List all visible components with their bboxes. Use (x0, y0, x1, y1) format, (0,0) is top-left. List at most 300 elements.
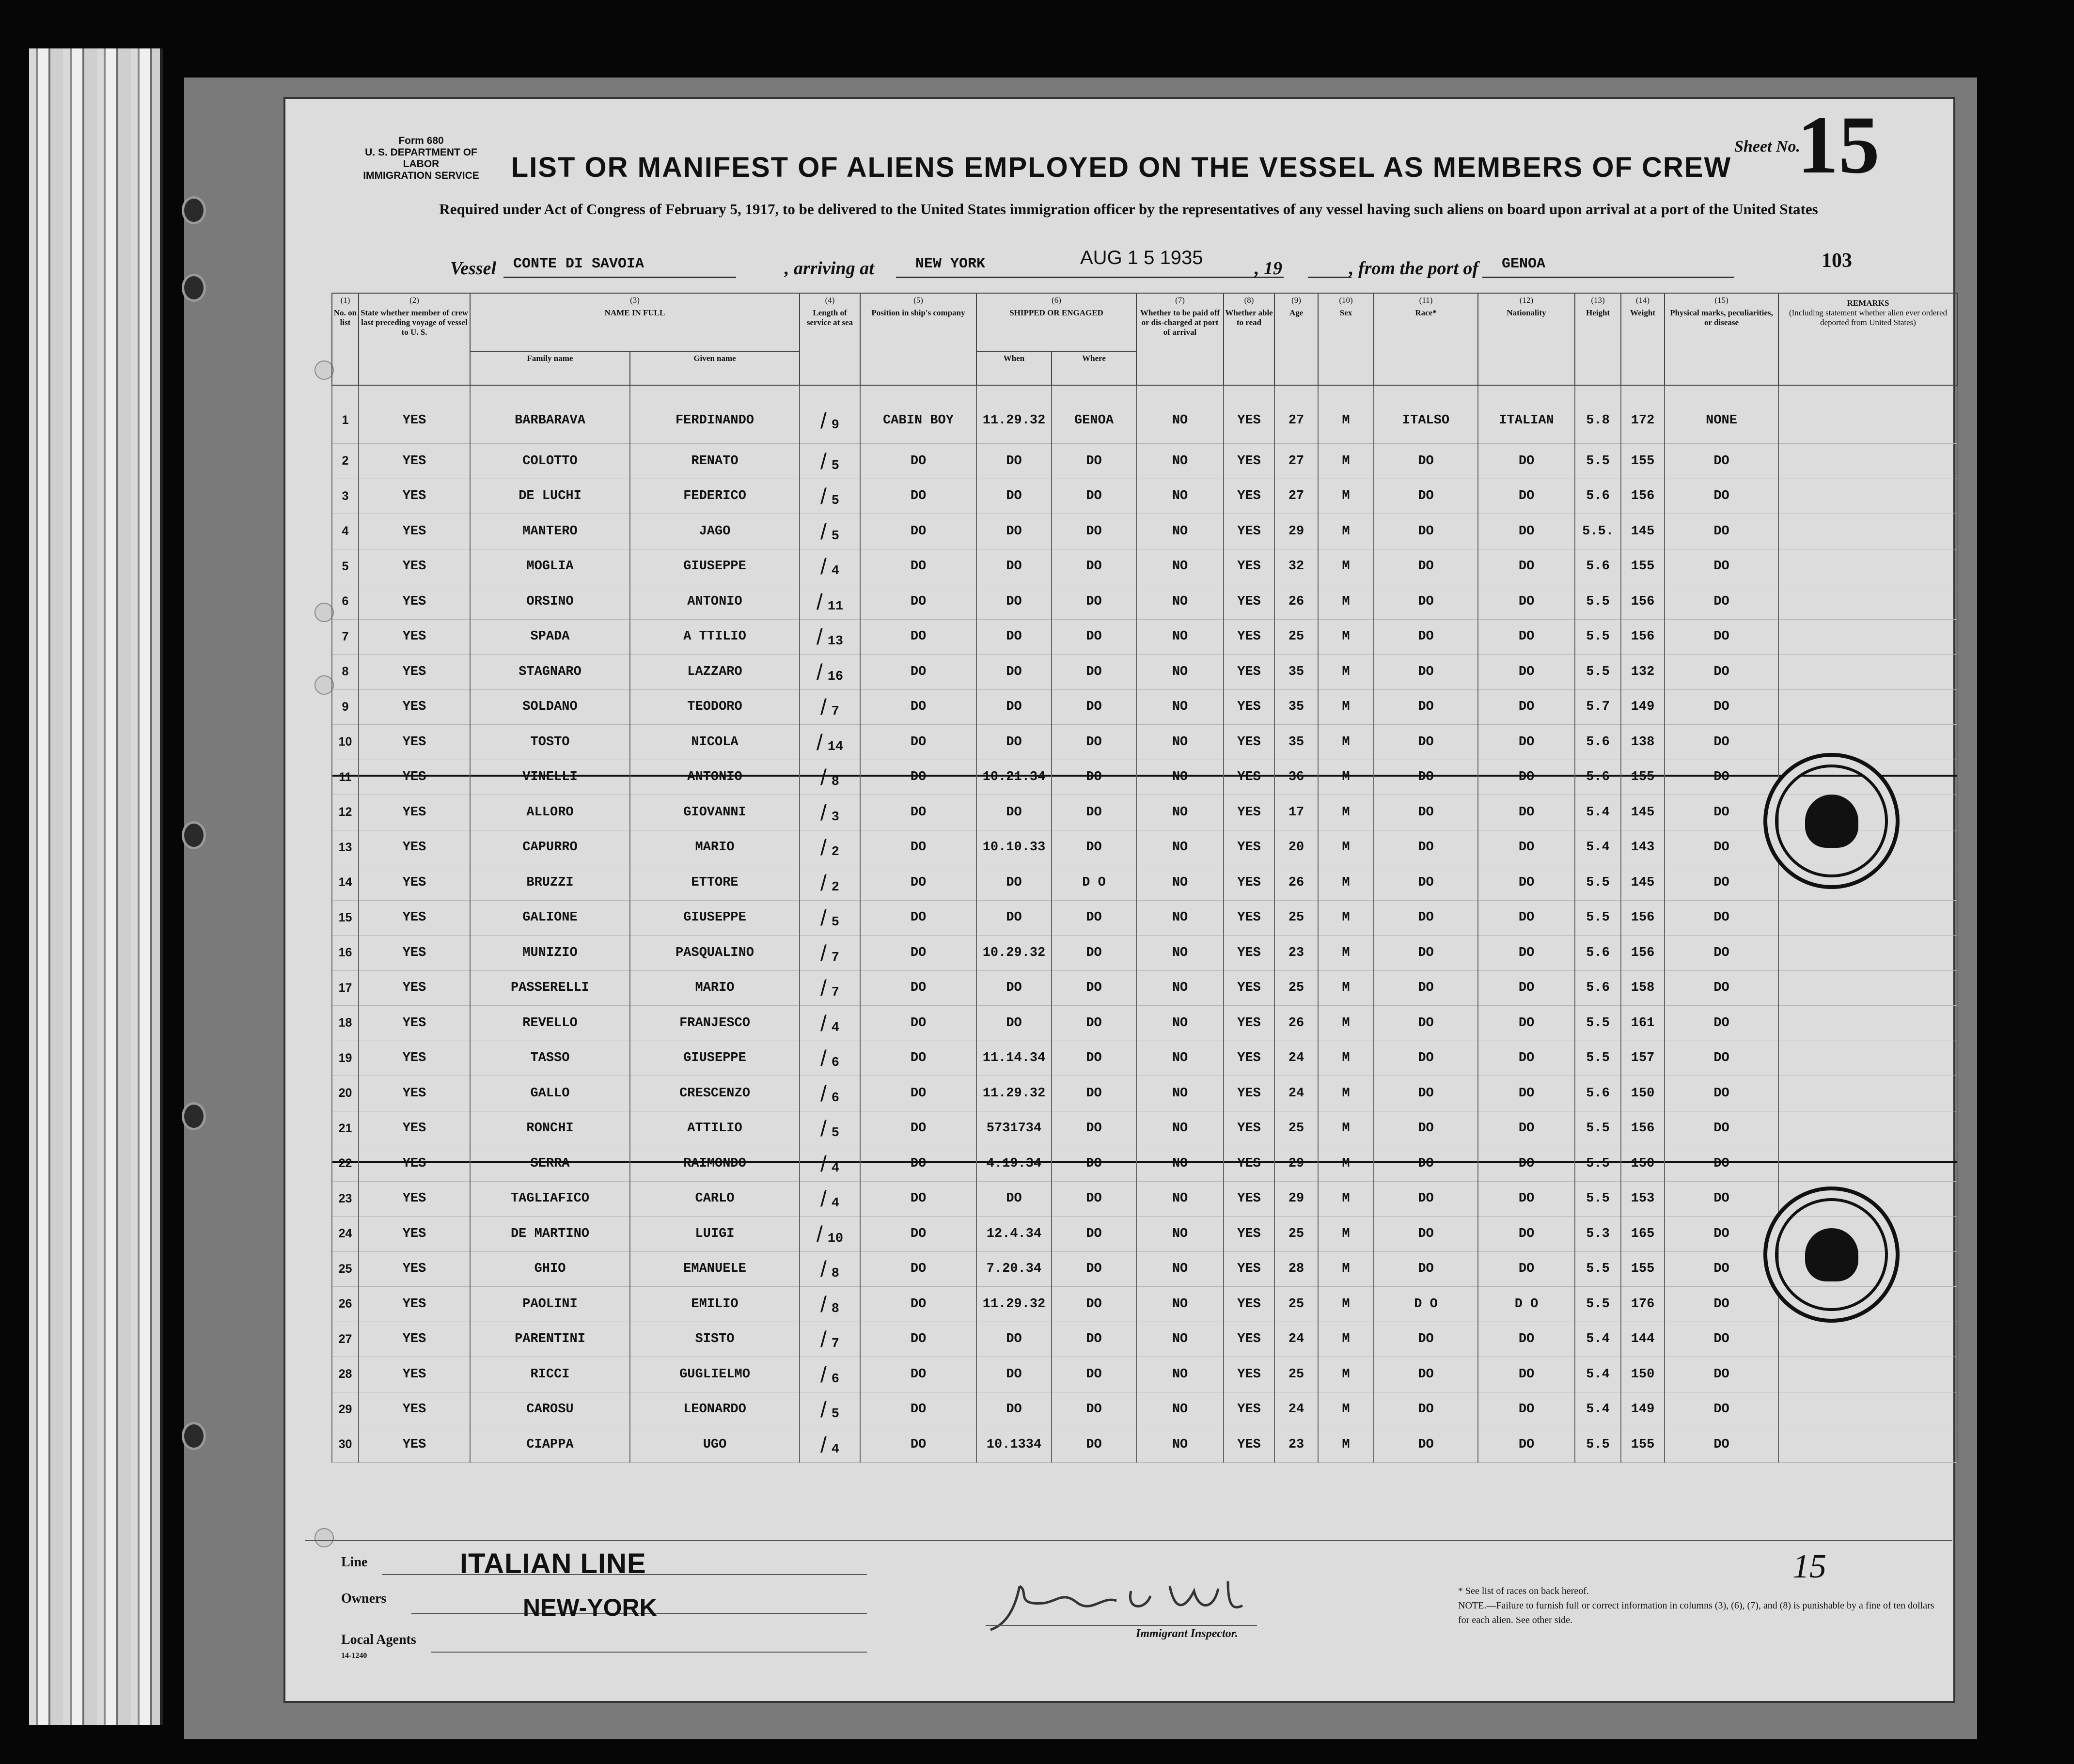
cell-shipped-when (976, 1217, 1052, 1252)
cell-prior-voyage (359, 479, 470, 514)
cell-nationality (1478, 385, 1575, 444)
cell-value: 155 (1631, 1437, 1655, 1452)
cell-position (860, 1041, 976, 1076)
cell-value: 25 (1288, 910, 1304, 925)
cell-value: 26 (338, 1297, 352, 1311)
cell-height (1575, 619, 1621, 655)
cell-value: YES (1237, 489, 1261, 504)
col-header-physical-marks: (15) Physical marks, peculiarities, or disease (1665, 293, 1778, 385)
cell-value: YES (1237, 734, 1261, 749)
cell-value: NO (1172, 1262, 1188, 1277)
cell-position (860, 865, 976, 901)
cell-shipped-when (976, 970, 1052, 1006)
cell-race (1374, 689, 1478, 725)
cell-row-number (332, 619, 359, 655)
cell-given-name (630, 1392, 800, 1427)
crew-row (332, 619, 1958, 655)
cell-value: 7 (831, 704, 839, 719)
cell-value: 23 (338, 1191, 352, 1205)
cell-able-to-read (1224, 444, 1274, 479)
cell-value: YES (402, 1156, 426, 1171)
cell-value: 22 (338, 1156, 352, 1171)
cell-value: DO (910, 1086, 927, 1101)
cell-value: DO (1713, 805, 1729, 820)
cell-physical-marks (1665, 514, 1778, 549)
cell-position (860, 689, 976, 725)
tick-mark: / (820, 870, 827, 895)
cell-value: DO (1713, 1121, 1729, 1136)
cell-value: 149 (1631, 1402, 1655, 1417)
cell-nationality (1478, 936, 1575, 971)
cell-service-length (800, 479, 860, 514)
cell-value: NO (1172, 1051, 1188, 1066)
department-name: U. S. DEPARTMENT OF LABOR (365, 147, 477, 170)
cell-height (1575, 689, 1621, 725)
cell-position (860, 1251, 976, 1287)
cell-weight (1621, 1076, 1665, 1111)
cell-value: ANTONIO (687, 594, 742, 609)
cell-value: 176 (1631, 1296, 1655, 1311)
cell-age (1274, 549, 1318, 584)
cell-value: YES (1237, 910, 1261, 925)
cell-value: DO (910, 1015, 927, 1030)
cell-height (1575, 760, 1621, 795)
cell-able-to-read (1224, 584, 1274, 620)
cell-value: YES (1237, 1226, 1261, 1241)
cell-position (860, 549, 976, 584)
arrival-date-stamp: AUG 1 5 1935 (1080, 247, 1203, 268)
cell-value: DO (1086, 1226, 1102, 1241)
cell-value: 3 (831, 810, 839, 825)
cell-value: ALLORO (526, 805, 574, 820)
cell-value: DO (1086, 1332, 1102, 1347)
cell-value: DO (1086, 805, 1102, 820)
cell-value: 24 (1288, 1332, 1304, 1347)
cell-given-name (630, 619, 800, 655)
cell-nationality (1478, 970, 1575, 1006)
col-header-remarks: REMARKS (Including statement whether alien ever ordered deported from United States) (1778, 293, 1958, 385)
cell-value: M (1342, 1121, 1350, 1136)
cell-service-length (800, 1322, 860, 1357)
tick-mark: / (820, 940, 827, 966)
cell-value: UGO (703, 1437, 727, 1452)
cell-value: DO (1418, 1015, 1434, 1030)
cell-value: YES (402, 524, 426, 539)
tick-mark: / (820, 835, 827, 860)
cell-value: 24 (1288, 1402, 1304, 1417)
cell-family-name (470, 830, 630, 865)
signature-underline (986, 1625, 1257, 1626)
cell-value: TOSTO (530, 734, 570, 749)
cell-value: 5.5 (1586, 1296, 1610, 1311)
cell-race (1374, 1076, 1478, 1111)
binder-edge (29, 48, 163, 1725)
cell-value: YES (1237, 805, 1261, 820)
cell-value: YES (402, 489, 426, 504)
cell-value: 143 (1631, 840, 1655, 855)
cell-value: DO (1006, 1015, 1022, 1030)
cell-value: M (1342, 664, 1350, 679)
cell-value: 5.6 (1586, 734, 1610, 749)
cell-paid-off (1136, 1181, 1224, 1217)
cell-value: NO (1172, 1332, 1188, 1347)
cell-able-to-read (1224, 479, 1274, 514)
cell-race (1374, 830, 1478, 865)
tick-mark: / (816, 1221, 823, 1247)
cell-value: NO (1172, 594, 1188, 609)
cell-weight (1621, 936, 1665, 971)
cell-value: M (1342, 1015, 1350, 1030)
cell-nationality (1478, 1427, 1575, 1463)
cell-service-length (800, 1357, 860, 1392)
cell-value: 5.5 (1586, 875, 1610, 890)
cell-value: DO (1418, 734, 1434, 749)
cell-value: M (1342, 1332, 1350, 1347)
cell-value: DO (1713, 910, 1729, 925)
tick-mark: / (820, 694, 827, 720)
cell-value: YES (402, 875, 426, 890)
cell-value: 156 (1631, 1121, 1655, 1136)
cell-value: DO (910, 559, 927, 574)
cell-value: 27 (1288, 413, 1304, 428)
cell-shipped-where (1052, 1251, 1136, 1287)
cell-value: DO (1086, 489, 1102, 504)
cell-position (860, 725, 976, 760)
cell-prior-voyage (359, 549, 470, 584)
cell-value: DO (1713, 1191, 1729, 1206)
col-header-position: (5) Position in ship's company (860, 293, 976, 385)
cell-race (1374, 725, 1478, 760)
cell-value: 10.21.34 (982, 770, 1046, 785)
cell-height (1575, 1427, 1621, 1463)
cell-value: DO (910, 770, 927, 785)
cell-value: DO (1713, 770, 1729, 785)
eagle-emblem (1805, 1228, 1858, 1281)
cell-value: 2 (831, 880, 839, 895)
cell-given-name (630, 1181, 800, 1217)
cell-given-name (630, 795, 800, 830)
cell-value: DO (1518, 1332, 1535, 1347)
cell-shipped-when (976, 1146, 1052, 1182)
cell-weight (1621, 385, 1665, 444)
cell-value: DO (1713, 453, 1729, 468)
cell-shipped-when (976, 1076, 1052, 1111)
cell-value: 5.4 (1586, 1402, 1610, 1417)
cell-value: DO (1086, 1156, 1102, 1171)
cell-physical-marks (1665, 385, 1778, 444)
cell-sex (1318, 385, 1374, 444)
cell-value: YES (402, 700, 426, 715)
cell-shipped-where (1052, 1427, 1136, 1463)
punch-hole (314, 360, 334, 380)
cell-able-to-read (1224, 689, 1274, 725)
cell-shipped-where (1052, 479, 1136, 514)
cell-given-name (630, 1146, 800, 1182)
table-body (332, 385, 1958, 1462)
cell-value: YES (1237, 664, 1261, 679)
cell-value: M (1342, 1296, 1350, 1311)
cell-value: 1 (342, 413, 349, 427)
cell-age (1274, 936, 1318, 971)
cell-value: DO (1086, 524, 1102, 539)
cell-shipped-where (1052, 1357, 1136, 1392)
cell-given-name (630, 1357, 800, 1392)
cell-row-number (332, 1181, 359, 1217)
cell-prior-voyage (359, 1357, 470, 1392)
cell-race (1374, 479, 1478, 514)
cell-shipped-when (976, 795, 1052, 830)
cell-given-name (630, 970, 800, 1006)
cell-physical-marks (1665, 795, 1778, 830)
cell-value: DO (1418, 840, 1434, 855)
cell-value: 5.5 (1586, 1015, 1610, 1030)
cell-value: 5.5 (1586, 1437, 1610, 1452)
cell-family-name (470, 1181, 630, 1217)
cell-sex (1318, 1357, 1374, 1392)
cell-value: DO (1006, 524, 1022, 539)
cell-value: YES (1237, 1262, 1261, 1277)
cell-remarks (1778, 1357, 1958, 1392)
cell-family-name (470, 1251, 630, 1287)
crew-row (332, 385, 1958, 444)
handwritten-number: 15 (1792, 1548, 1826, 1585)
cell-value: MARIO (695, 840, 735, 855)
cell-row-number (332, 1392, 359, 1427)
cell-value: 5 (831, 529, 839, 544)
cell-value: 18 (338, 1016, 352, 1030)
cell-weight (1621, 689, 1665, 725)
cell-value: SPADA (530, 629, 570, 644)
cell-height (1575, 385, 1621, 444)
cell-value: MOGLIA (526, 559, 574, 574)
cell-weight (1621, 1217, 1665, 1252)
cell-value: 156 (1631, 945, 1655, 960)
cell-shipped-when (976, 1322, 1052, 1357)
cell-value: DO (910, 1051, 927, 1066)
cell-row-number (332, 1357, 359, 1392)
col-header-height: (13) Height (1575, 293, 1621, 385)
cell-age (1274, 619, 1318, 655)
cell-family-name (470, 1217, 630, 1252)
cell-value: 35 (1288, 734, 1304, 749)
cell-sex (1318, 1181, 1374, 1217)
cell-value: DO (1518, 1402, 1535, 1417)
from-port-label: , from the port of (1349, 258, 1479, 279)
cell-value: DO (1418, 700, 1434, 715)
cell-given-name (630, 655, 800, 690)
cell-position (860, 1357, 976, 1392)
cell-value: YES (402, 770, 426, 785)
line-company-stamp: ITALIAN LINE (460, 1548, 646, 1579)
cell-value: M (1342, 1191, 1350, 1206)
cell-race (1374, 655, 1478, 690)
cell-value: M (1342, 770, 1350, 785)
cell-sex (1318, 444, 1374, 479)
cell-prior-voyage (359, 795, 470, 830)
cell-value: 5.5 (1586, 1121, 1610, 1136)
cell-value: 5.6 (1586, 559, 1610, 574)
cell-service-length (800, 444, 860, 479)
cell-value: DO (1006, 453, 1022, 468)
cell-family-name (470, 479, 630, 514)
cell-paid-off (1136, 444, 1224, 479)
agents-form-code: 14-1240 (341, 1652, 367, 1660)
cell-value: 10.29.32 (982, 945, 1046, 960)
cell-value: 11.29.32 (982, 1086, 1046, 1101)
arrival-port: NEW YORK (915, 256, 986, 272)
cell-row-number (332, 1287, 359, 1322)
cell-value: DO (1006, 875, 1022, 890)
cell-value: YES (402, 664, 426, 679)
cell-service-length (800, 1111, 860, 1146)
cell-value: YES (1237, 945, 1261, 960)
cell-weight (1621, 655, 1665, 690)
cell-value: NICOLA (691, 734, 738, 749)
cell-value: EMILIO (691, 1296, 738, 1311)
cell-value: M (1342, 981, 1350, 996)
cell-value: NO (1172, 805, 1188, 820)
tick-mark: / (820, 1010, 827, 1036)
cell-value: 5.5 (1586, 910, 1610, 925)
cell-race (1374, 1181, 1478, 1217)
cell-value: DO (1418, 1402, 1434, 1417)
cell-race (1374, 760, 1478, 795)
cell-value: DO (1086, 1262, 1102, 1277)
races-note: * See list of races on back hereof. (1458, 1586, 1589, 1596)
cell-family-name (470, 865, 630, 901)
cell-race (1374, 1006, 1478, 1041)
cell-value: DO (1418, 489, 1434, 504)
cell-weight (1621, 444, 1665, 479)
cell-value: DO (1418, 629, 1434, 644)
cell-race (1374, 514, 1478, 549)
cell-paid-off (1136, 689, 1224, 725)
cell-able-to-read (1224, 1251, 1274, 1287)
cell-row-number (332, 795, 359, 830)
vessel-label: Vessel (450, 258, 496, 279)
col-header-sex: (10) Sex (1318, 293, 1374, 385)
cell-age (1274, 514, 1318, 549)
cell-able-to-read (1224, 970, 1274, 1006)
cell-value: 5.7 (1586, 700, 1610, 715)
cell-value: CAROSU (526, 1402, 574, 1417)
cell-physical-marks (1665, 725, 1778, 760)
cell-position (860, 479, 976, 514)
crew-row (332, 1357, 1958, 1392)
cell-sex (1318, 830, 1374, 865)
cell-given-name (630, 1076, 800, 1111)
cell-value: BRUZZI (526, 875, 574, 890)
cell-value: 11 (339, 770, 352, 784)
cell-family-name (470, 1427, 630, 1463)
cell-value: YES (1237, 1296, 1261, 1311)
cell-weight (1621, 1111, 1665, 1146)
cell-value: 5.6 (1586, 489, 1610, 504)
cell-weight (1621, 1357, 1665, 1392)
cell-value: 145 (1631, 524, 1655, 539)
cell-height (1575, 1357, 1621, 1392)
cell-value: 5.5 (1586, 629, 1610, 644)
cell-value: NO (1172, 489, 1188, 504)
cell-age (1274, 1287, 1318, 1322)
cell-paid-off (1136, 760, 1224, 795)
cell-value: DO (910, 1262, 927, 1277)
cell-value: DO (1086, 734, 1102, 749)
cell-shipped-when (976, 1006, 1052, 1041)
cell-value: YES (1237, 1156, 1261, 1171)
punch-hole (314, 1528, 334, 1547)
cell-given-name (630, 444, 800, 479)
cell-shipped-when (976, 1357, 1052, 1392)
cell-value: DO (1086, 1367, 1102, 1382)
cell-able-to-read (1224, 1181, 1274, 1217)
cell-physical-marks (1665, 1041, 1778, 1076)
cell-value: M (1342, 629, 1350, 644)
cell-race (1374, 1287, 1478, 1322)
cell-given-name (630, 725, 800, 760)
cell-value: DO (1713, 1437, 1729, 1452)
cell-value: TEODORO (687, 700, 742, 715)
cell-service-length (800, 385, 860, 444)
cell-value: DO (1418, 1051, 1434, 1066)
cell-remarks (1778, 1392, 1958, 1427)
cell-service-length (800, 584, 860, 620)
cell-value: 9 (342, 700, 349, 714)
cell-value: 5.5 (1586, 664, 1610, 679)
cell-value: M (1342, 1402, 1350, 1417)
crew-row (332, 1251, 1958, 1287)
cell-paid-off (1136, 1111, 1224, 1146)
cell-value: 5.8 (1586, 413, 1610, 428)
crew-row (332, 970, 1958, 1006)
crew-row (332, 1427, 1958, 1463)
cell-height (1575, 1041, 1621, 1076)
cell-value: DO (1518, 770, 1535, 785)
cell-given-name (630, 1322, 800, 1357)
cell-value: 29 (1288, 1156, 1304, 1171)
cell-shipped-when (976, 619, 1052, 655)
cell-race (1374, 936, 1478, 971)
cell-value: 16 (338, 946, 352, 960)
cell-physical-marks (1665, 584, 1778, 620)
cell-shipped-where (1052, 900, 1136, 936)
cell-value: YES (402, 1296, 426, 1311)
cell-family-name (470, 1146, 630, 1182)
cell-value: M (1342, 1262, 1350, 1277)
cell-sex (1318, 900, 1374, 936)
cell-height (1575, 1287, 1621, 1322)
cell-shipped-where (1052, 444, 1136, 479)
cell-row-number (332, 549, 359, 584)
cell-value: YES (402, 594, 426, 609)
cell-nationality (1478, 514, 1575, 549)
cell-height (1575, 900, 1621, 936)
cell-value: NO (1172, 1226, 1188, 1241)
cell-height (1575, 970, 1621, 1006)
cell-prior-voyage (359, 865, 470, 901)
cell-position (860, 1427, 976, 1463)
cell-value: DO (1418, 1086, 1434, 1101)
cell-value: YES (1237, 981, 1261, 996)
cell-value: 16 (827, 669, 844, 684)
cell-value: DO (1518, 629, 1535, 644)
cell-shipped-when (976, 936, 1052, 971)
cell-paid-off (1136, 795, 1224, 830)
tick-mark: / (820, 484, 827, 509)
cell-race (1374, 584, 1478, 620)
cell-prior-voyage (359, 1111, 470, 1146)
cell-value: 155 (1631, 1262, 1655, 1277)
